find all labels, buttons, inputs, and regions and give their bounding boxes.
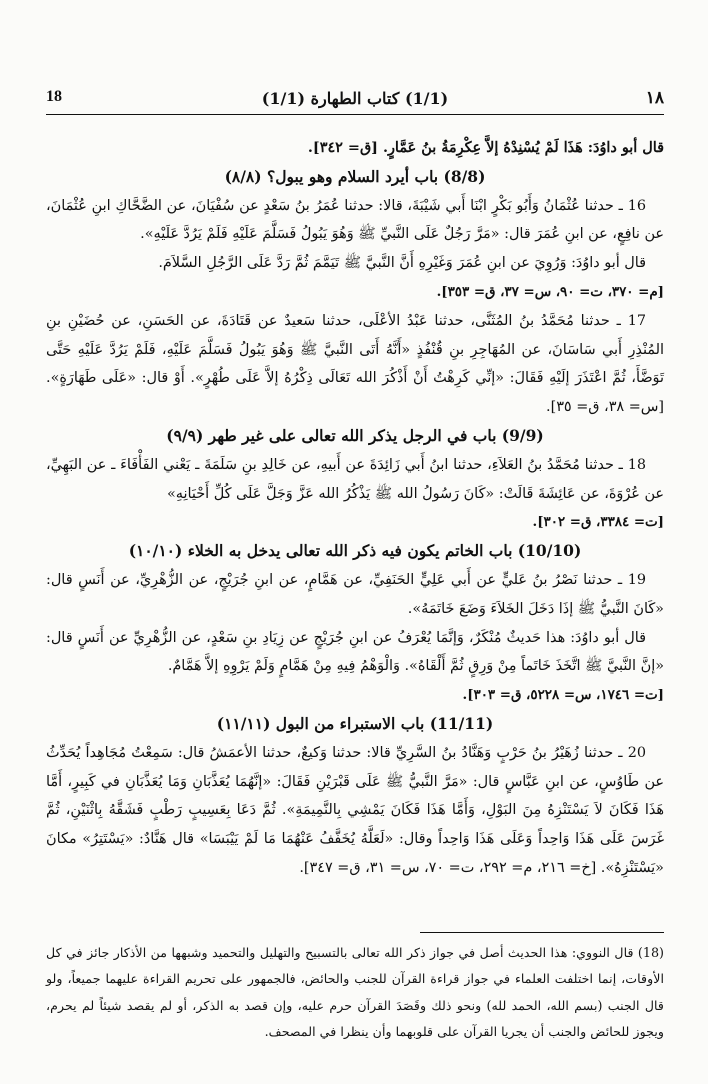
hadith-18: 18 ـ حدثنا مُحَمَّدُ بنُ العَلاَءِ، حدثنا ابنُ أَبي زَائِدَةَ عن أَبيهِ، عن خَالِدِ بنِ سَلَمَةَ ـ يَعْني الفَأْفَاءَ ـ عن البَهِيِّ، عن عُرْوَةَ، عن عَائِشَةَ قَالَتْ: «كَانَ رَسُولُ الله ﷺ يَذْكُرُ الله عَزَّ وَجَلَّ عَلَى كُلِّ أَحْيَانِهِ» bbox=[46, 456, 664, 502]
page-number-arabic: ١٨ bbox=[645, 88, 664, 108]
running-title: (1/1) كتاب الطهارة (1/1) bbox=[261, 89, 449, 108]
hadith-19-reference: [ت= ١٧٤٦، س= ٥٢٢٨، ق= ٣٠٣]. bbox=[462, 687, 664, 704]
page-number-latin: 18 bbox=[46, 88, 62, 105]
chapter-heading-8: (8/8) باب أيرد السلام وهو يبول؟ (٨/٨) bbox=[224, 166, 486, 186]
hadith-16: 16 ـ حدثنا عُثْمَانُ وَأَبُو بَكْرٍ ابْنَا أَبي شَيْبَةَ، قالا: حدثنا عُمَرُ بنُ سَعْدٍ عن سُفْيَانَ، عن الضَّحَّاكِ ابنِ عُثْمَانَ، عن نافِعٍ، عن ابنِ عُمَرَ قال: «مَرَّ رَجُلٌ عَلَى النَّبيِّ ﷺ وَهُوَ يَبُولُ فَسَلَّمَ عَلَيْهِ فَلَمْ يَرُدَّ عَلَيْهِ». bbox=[46, 197, 664, 243]
hadith-18-reference: [ت= ٣٣٨٤، ق= ٣٠٢]. bbox=[532, 514, 664, 531]
page-header bbox=[46, 88, 664, 115]
footnote-divider bbox=[420, 932, 664, 933]
hadith-19: 19 ـ حدثنا نَصْرُ بنُ عَليٍّ عن أَبي عَلِيٍّ الحَنَفِيِّ، عن هَمَّامٍ، عن ابنِ جُرَيْجٍ، عن الزُّهْرِيِّ، عن أَنَسٍ قال: «كَانَ النَّبيُّ ﷺ إذَا دَخَلَ الخَلاَءَ وَضَعَ خَاتَمَهُ». bbox=[46, 571, 664, 617]
narration-note-p1: قال أبو داوُدَ: هَذَا لَمْ يُسْنِدْهُ إلاَّ عِكْرِمَةُ بنُ عَمَّارٍ. [ق= ٣٤٢]. bbox=[307, 139, 664, 156]
hadith-16-reference: [م= ٣٧٠، ت= ٩٠، س= ٣٧، ق= ٣٥٣]. bbox=[436, 283, 664, 300]
chapter-heading-10: (10/10) باب الخاتم يكون فيه ذكر الله تعالى يدخل به الخلاء (١٠/١٠) bbox=[128, 541, 582, 561]
hadith-16-note: قال أبو داوُدَ: وَرُوِيَ عن ابنِ عُمَرَ وَغَيْرِهِ أَنَّ النَّبيَّ ﷺ تَيَمَّمَ ثُمَّ رَدَّ عَلَى الرَّجُلِ السَّلاَمَ. bbox=[158, 255, 646, 272]
chapter-heading-11: (11/11) باب الاستبراء من البول (١١/١١) bbox=[216, 713, 494, 733]
hadith-19-note: قال أبو داوُدَ: هذا حَديثٌ مُنْكَرٌ، وَإنَّمَا يُعْرَفُ عن ابنِ جُرَيْجٍ عن زِيَادِ بنِ سَعْدٍ، عن الزُّهْرِيِّ عن أَنَسٍ قال: «إنَّ النَّبيَّ ﷺ اتَّخَذَ خَاتَماً مِنْ وَرِقٍ ثُمَّ أَلْقَاهُ». وَالْوَهْمُ فِيهِ مِنْ هَمَّامٍ وَلَمْ يَرْوِهِ إلاَّ هَمَّامٌ. bbox=[46, 629, 664, 675]
chapter-heading-9: (9/9) باب في الرجل يذكر الله تعالى على غير طهر (٩/٩) bbox=[166, 425, 544, 445]
footnote-18: (18) قال النووي: هذا الحديث أصل في جواز ذكر الله تعالى بالتسبيح والتهليل والتحميد وشبهها من الأذكار جائز في كل الأوقات، إنما اختلفت العلماء في جواز قراءة القرآن للجنب والحائض، فالجمهور على تحريم القراءة عليهما جميعاً، ولو قال الجنب (بسم الله، الحمد لله) ونحو ذلك وقَصَدَ القرآن حرم عليه، وإن قصد به الذكر، أو لم يقصد شيئاً لم يحرم، ويجوز للحائض والجنب أن يجريا القرآن على قلوبهما وأن ينظرا في المصحف. bbox=[46, 945, 664, 1040]
hadith-20: 20 ـ حدثنا زُهَيْرُ بنُ حَرْبٍ وَهَنَّادُ بنُ السَّرِيِّ قالا: حدثنا وَكيعٌ، حدثنا الأعمَشُ قال: سَمِعْتُ مُجَاهِداً يُحَدِّثُ عن طَاوُسٍ، عن ابنِ عَبَّاسٍ قال: «مَرَّ النَّبيُّ ﷺ عَلَى قَبْرَيْنِ فَقَالَ: «إنَّهُمَا يُعَذَّبَانِ وَمَا يُعَذَّبَانِ في كَبِيرٍ، أَمَّا هَذَا فَكَانَ لاَ يَسْتَنْزِهُ مِنَ البَوْلِ، وَأَمَّا هَذَا فَكَانَ يَمْشِي بِالنَّمِيمَةِ». ثُمَّ دَعَا بِعَسِيبٍ رَطْبٍ فَشَقَّهُ بِاثْنَيْنِ، ثُمَّ غَرَسَ عَلَى هَذَا وَاحِداً وَعَلَى هَذَا وَاحِداً وقال: «لَعَلَّهُ يُخَفَّفُ عَنْهُمَا مَا لَمْ يَيْبَسَا» قال هَنَّادٌ: «يَسْتَتِرُ» مكانَ «يَسْتَنْزِهُ». [خ= ٢١٦، م= ٢٩٢، ت= ٧٠، س= ٣١، ق= ٣٤٧]. bbox=[46, 744, 664, 876]
hadith-17: 17 ـ حدثنا مُحَمَّدُ بنُ المُثَنَّى، حدثنا عَبْدُ الأعْلَى، حدثنا سَعيدٌ عن قَتَادَةَ، عن الحَسَنِ، عن حُضَيْنِ بنِ المُنْذِرِ أَبي سَاسَانَ، عن المُهَاجِرِ بنِ قُنْفُذٍ «أَنَّهُ أَتَى النَّبيَّ ﷺ وَهُوَ يَبُولُ فَسَلَّمَ عَلَيْهِ، فَلَمْ يَرُدَّ عَلَيْهِ حَتَّى تَوَضَّأَ، ثُمَّ اعْتَذَرَ إلَيْهِ فَقَالَ: «إنِّي كَرِهْتُ أَنْ أَذْكُرَ الله تَعَالَى ذِكْرُهُ إلاَّ عَلَى طُهْرٍ». أَوْ قال: «عَلَى طَهَارَةٍ». [س= ٣٨، ق= ٣٥]. bbox=[46, 312, 664, 416]
main-text bbox=[46, 134, 664, 883]
